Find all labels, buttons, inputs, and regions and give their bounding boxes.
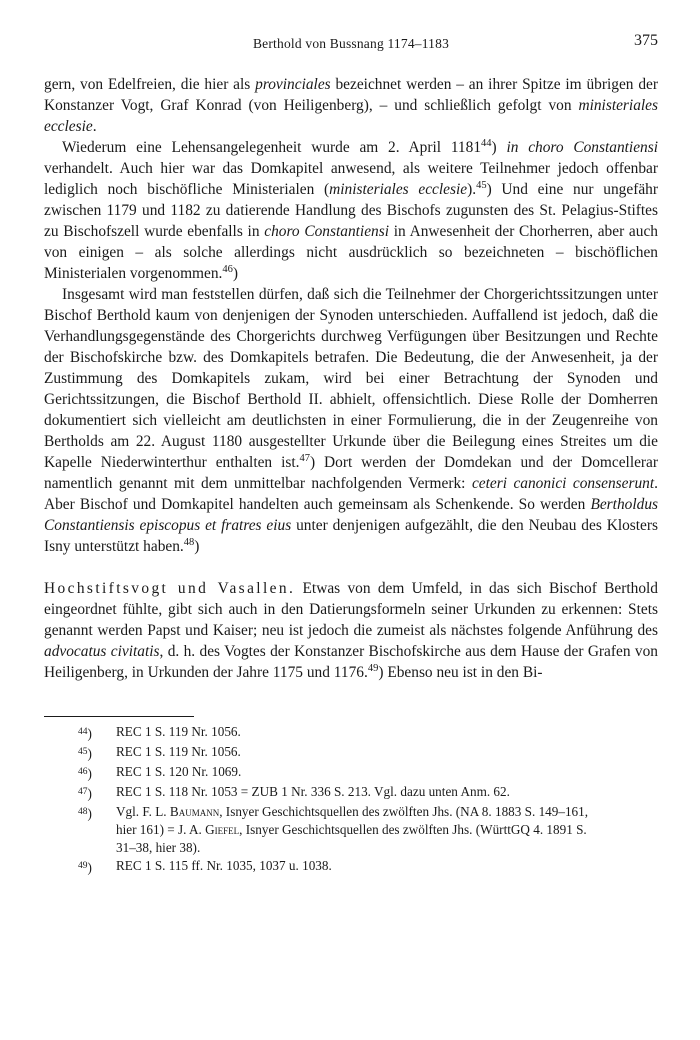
author-name: Giefel xyxy=(205,822,240,837)
text-run: Wiederum eine Lehensangelegenheit wurde am 2. April 1181 xyxy=(62,139,482,156)
page-number: 375 xyxy=(634,32,658,49)
text-run: Etwas von dem Umfeld, in das sich Bischof Berthold eingeordnet fühlte, gibt sich auch in den Datierungsformeln seiner Urkunden zu erkennen: Stets genannt werden Papst und Kaiser; neu ist jedoch die zumeist als nächstes folgende Anführung des xyxy=(44,580,659,639)
text-run: ) Dort werden der Domdekan und der Domcellerar namentlich genannt mit dem unmittelbar nachfolgenden Vermerk: xyxy=(44,454,659,492)
text-run: bezeichnet werden – an ihrer Spitze im übrigen der Konstanzer Vogt, Graf Konrad (von Heiligenberg), – und schließlich gefolgt von xyxy=(44,76,658,114)
footnote-number: $^{45}$) xyxy=(78,746,92,761)
footnote xyxy=(78,857,658,877)
body-text xyxy=(44,74,658,683)
text-run: ) Und eine nur ungefähr zwischen 1179 und 1182 zu datierende Handlung des Bischofs zugunsten des St. Pelagius-Stiftes zu Bischofszell wurde ebenfalls in xyxy=(44,181,658,240)
text-run: REC 1 S. 120 Nr. 1069. xyxy=(116,764,242,779)
text-run: ) xyxy=(491,139,507,156)
running-head xyxy=(44,30,658,56)
latin-quotation: provinciales xyxy=(255,76,331,93)
footnote-text xyxy=(116,857,658,875)
section-heading: Hochstiftsvogt und Vasallen. xyxy=(44,580,296,597)
paragraph-3 xyxy=(44,284,658,557)
book-page xyxy=(44,30,658,877)
footnote-number-value: 44 xyxy=(78,727,88,737)
footnote-reference: 46 xyxy=(222,264,233,275)
footnote xyxy=(78,803,658,857)
text-run: unter denjenigen aufgezählt, die den Neubau des Klosters Isny unterstützt haben. xyxy=(44,517,658,555)
text-run: gern, von Edelfreien, die hier als xyxy=(44,76,256,93)
text-run: ) xyxy=(194,538,200,555)
footnote-text xyxy=(116,783,658,801)
footnote-text xyxy=(116,723,658,741)
footnote xyxy=(78,743,658,763)
latin-quotation: Bertholdus Constantiensis episcopus et fratres eius xyxy=(44,496,658,534)
text-run: REC 1 S. 115 ff. Nr. 1035, 1037 u. 1038. xyxy=(116,858,332,873)
text-run: ) Ebenso neu ist in den Bi- xyxy=(378,664,543,681)
latin-quotation: ministeriales ecclesie xyxy=(44,97,658,135)
footnote xyxy=(78,783,658,803)
text-run: ) xyxy=(232,265,239,282)
text-run: verhandelt. Auch hier war das Domkapitel anwesend, als weitere Teilnehmer jedoch offenbar lediglich noch bischöfliche Ministerialen ( xyxy=(44,160,658,198)
latin-quotation: advocatus civitatis xyxy=(44,643,160,660)
paragraph-2 xyxy=(44,137,658,284)
footnote-text xyxy=(116,763,658,781)
footnote-number: $^{48}$) xyxy=(78,806,92,821)
text-run: REC 1 S. 118 Nr. 1053 = ZUB 1 Nr. 336 S. 213. Vgl. dazu unten Anm. 62. xyxy=(116,784,510,799)
running-title: Berthold von Bussnang 1174–1183 xyxy=(252,36,450,51)
text-run: ). xyxy=(467,181,477,198)
footnote-number-value: 45 xyxy=(78,747,88,757)
latin-quotation: ministeriales ecclesie xyxy=(329,181,468,198)
footnote-reference: 48 xyxy=(183,537,195,548)
footnote-text xyxy=(116,803,658,857)
text-run: , Isnyer Geschichtsquellen des zwölften Jhs. (NA 8. 1883 S. 149–161, hier 161) = J. A. xyxy=(116,804,589,837)
footnote-number-value: 48 xyxy=(78,807,88,817)
footnote xyxy=(78,723,658,743)
footnote-number-value: 49 xyxy=(78,861,88,871)
footnote-divider xyxy=(44,716,194,717)
text-run: , d. h. des Vogtes der Konstanzer Bischofskirche aus dem Hause der Grafen von Heiligenberg, in Urkunden der Jahre 1175 und 1176. xyxy=(44,643,658,681)
footnote xyxy=(78,763,658,783)
paragraph-section-hochstiftsvogt xyxy=(44,578,658,683)
footnote-number: $^{47}$) xyxy=(78,786,92,801)
footnote-number: $^{44}$) xyxy=(78,726,92,741)
footnote-reference: 49 xyxy=(367,663,379,674)
footnote-number-value: 47 xyxy=(78,787,88,797)
author-name: Baumann xyxy=(169,804,220,819)
text-run: , Isnyer Geschichtsquellen des zwölften Jhs. (WürttGQ 4. 1891 S. 31–38, hier 38). xyxy=(116,822,587,855)
footnote-reference: 45 xyxy=(476,180,487,191)
text-run: Vgl. F. L. xyxy=(116,804,170,819)
paragraph-1 xyxy=(44,74,658,137)
footnote-number: $^{46}$) xyxy=(78,766,92,781)
latin-quotation: in choro Constantiensi xyxy=(506,139,658,156)
text-run: REC 1 S. 119 Nr. 1056. xyxy=(116,744,241,759)
text-run: Insgesamt wird man feststellen dürfen, daß sich die Teilnehmer der Chorgerichtssitzungen unter Bischof Berthold kaum von denjenigen der Synoden unterschieden. Auffallend ist jedoch, daß die Verhandlungsgegenstände des Chorgerichts durchweg Verfügungen über Besitzungen und Rechte der Bischofskirche bzw. des Domkapitels betrafen. Die Bedeutung, die der Anwesenheit, ja der Zustimmung des Domkapitels zukam, wird bei einer Betrachtung der Synoden und Gerichtssitzungen, die Bischof Berthold II. abhielt, offensichtlich. Diese Rolle der Domherren dokumentiert sich vielleicht am deutlichsten in einer Formulierung, die in der Zeugenreihe von Bertholds am 22. August 1180 ausgestellter Urkunde über die Beilegung eines Streites um die Kapelle Niederwinterthur enthalten ist. xyxy=(44,286,658,471)
footnote-text xyxy=(116,743,658,761)
text-run: REC 1 S. 119 Nr. 1056. xyxy=(116,724,241,739)
footnote-reference: 47 xyxy=(299,453,310,464)
footnote-reference: 44 xyxy=(481,138,492,149)
footnote-number-value: 46 xyxy=(78,767,88,777)
text-run: . xyxy=(92,118,97,135)
footnote-number: $^{49}$) xyxy=(78,860,92,875)
text-run: in Anwesenheit der Chorherren, aber auch von einigen – als solche allerdings nicht ausdrücklich so bezeichneten – bischöflichen Ministerialen vorgenommen. xyxy=(44,223,658,282)
text-run: . Aber Bischof und Domkapitel handelten auch gemeinsam als Schenkende. So werden xyxy=(44,475,658,513)
latin-quotation: choro Constantiensi xyxy=(264,223,389,240)
latin-quotation: ceteri canonici consenserunt xyxy=(471,475,655,492)
footnotes xyxy=(44,723,658,877)
